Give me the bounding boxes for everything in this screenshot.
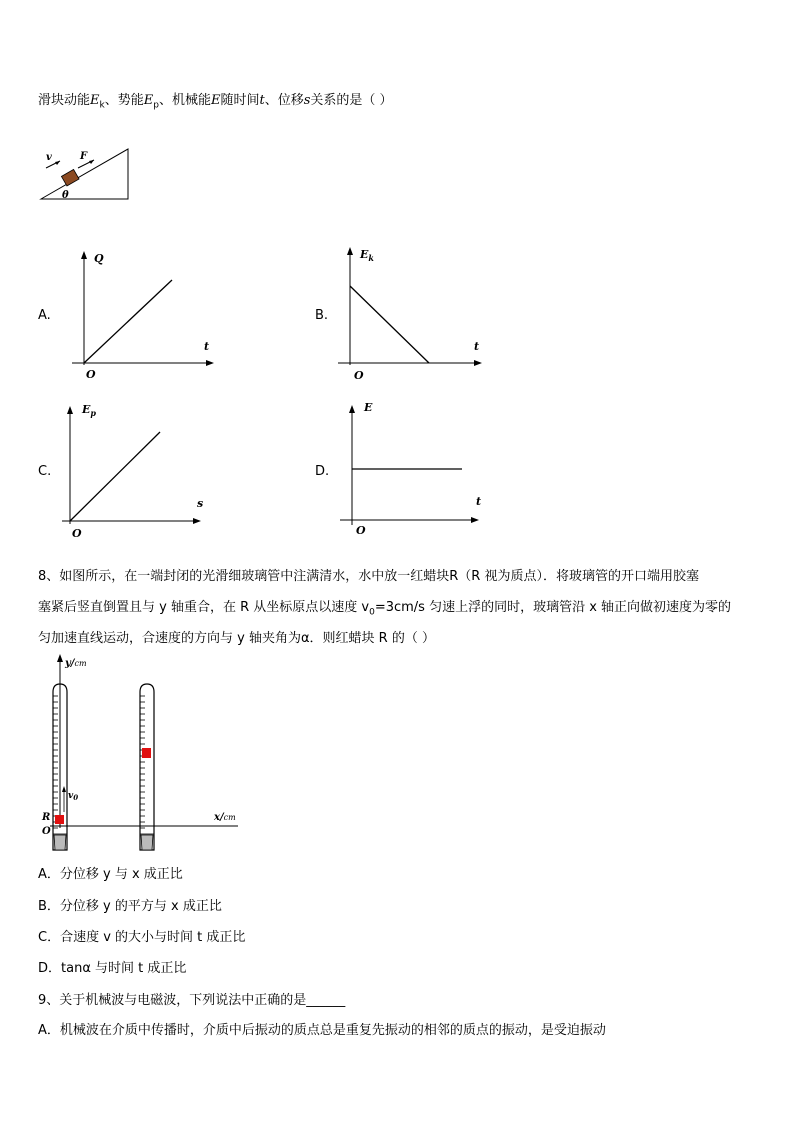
graph-c — [56, 396, 216, 541]
q7-stem-text: 、势能 — [104, 93, 144, 108]
stopper-right — [141, 835, 153, 850]
ep-symbol: E — [143, 93, 154, 108]
x-arrowhead — [206, 360, 214, 366]
origin-label: O — [354, 369, 364, 382]
s-symbol: s — [303, 93, 311, 108]
origin-label: O — [72, 527, 82, 540]
q8-line-3: 匀加速直线运动，合速度的方向与 y 轴夹角为α．则红蜡块 R 的（ ） — [38, 631, 435, 646]
y-arrowhead — [347, 247, 353, 255]
origin-label: O — [356, 524, 366, 537]
force-arrowhead — [89, 160, 94, 164]
red-block-start — [55, 815, 64, 824]
q7-stem-text: 、机械能 — [158, 93, 211, 108]
q7-stem-text: 、位移 — [264, 93, 304, 108]
graph-d-label[interactable]: D. — [315, 464, 330, 479]
ek-symbol: E — [90, 93, 100, 108]
v0-label: $v_0$ — [68, 791, 79, 802]
y-label: $E_p$ — [82, 403, 96, 418]
q9-option-a[interactable]: A．机械波在介质中传播时，介质中后振动的质点总是重复先振动的相邻的质点的振动，是受迫振动 — [38, 1023, 606, 1038]
velocity-arrowhead — [55, 161, 60, 165]
graph-a-label[interactable]: A. — [38, 308, 51, 323]
graph-c-label[interactable]: C. — [38, 464, 52, 479]
v0-arrowhead — [62, 786, 66, 792]
q7-stem-text: 随时间 — [220, 93, 260, 108]
x-arrowhead — [474, 360, 482, 366]
incline-figure — [36, 144, 136, 206]
y-label: $E_k$ — [360, 248, 374, 263]
q8-option-d[interactable]: D．tanα 与时间 t 成正比 — [38, 961, 187, 976]
v0-subscript: 0 — [369, 607, 375, 618]
origin-label: O — [42, 826, 51, 837]
y-arrowhead — [57, 654, 63, 662]
y-label: Q — [94, 252, 104, 265]
q7-stem-text: 关系的是（ ） — [310, 93, 393, 108]
x-arrowhead — [193, 518, 201, 524]
graph-b-label[interactable]: B. — [315, 308, 329, 323]
x-label: s — [197, 497, 204, 510]
stopper-left — [54, 835, 66, 850]
graph-a — [64, 248, 224, 383]
q8-line-2-text: =3cm/s 匀速上浮的同时，玻璃管沿 x 轴正向做初速度为零的 — [374, 600, 732, 615]
x-arrowhead — [471, 517, 479, 523]
graph-line — [350, 286, 429, 363]
q7-stem — [38, 89, 393, 111]
glass-tube-figure — [36, 652, 246, 854]
y-arrowhead — [67, 406, 73, 414]
r-label: R — [42, 812, 51, 823]
x-axis-label: x/cm — [214, 812, 236, 823]
q8-option-c[interactable]: C．合速度 v 的大小与时间 t 成正比 — [38, 930, 246, 945]
angle-label: θ — [62, 190, 69, 201]
graph-d — [336, 397, 496, 537]
q8-line-2 — [38, 596, 731, 618]
ep-subscript: p — [153, 100, 159, 111]
y-label: E — [364, 401, 373, 414]
t-symbol: t — [259, 93, 265, 108]
ek-subscript: k — [99, 100, 105, 111]
x-label: t — [204, 340, 210, 353]
graph-b — [332, 243, 492, 383]
red-block-moved — [142, 748, 151, 758]
q9-stem: 9、关于机械波与电磁波，下列说法中正确的是______ — [38, 993, 346, 1008]
velocity-label: v — [46, 152, 52, 163]
graph-line — [84, 280, 172, 363]
q8-option-b[interactable]: B．分位移 y 的平方与 x 成正比 — [38, 899, 222, 914]
y-arrowhead — [349, 405, 355, 413]
q7-stem-text: 滑块动能 — [38, 93, 91, 108]
y-arrowhead — [81, 251, 87, 259]
q8-option-a[interactable]: A．分位移 y 与 x 成正比 — [38, 867, 183, 882]
x-label: t — [476, 495, 482, 508]
x-label: t — [474, 340, 480, 353]
q8-line-1: 8、如图所示，在一端封闭的光滑细玻璃管中注满清水，水中放一红蜡块R（R 视为质点）．将玻璃管的开口端用胶塞 — [38, 569, 699, 584]
q8-line-2-text: 塞紧后竖直倒置且与 y 轴重合，在 R 从坐标原点以速度 v — [38, 600, 370, 615]
y-axis-label: y/cm — [65, 658, 87, 669]
slider-block — [61, 169, 79, 186]
tube-right — [140, 684, 154, 850]
e-symbol: E — [210, 93, 221, 108]
graph-line — [70, 432, 160, 521]
force-label: F — [80, 151, 88, 162]
origin-label: O — [86, 368, 96, 381]
